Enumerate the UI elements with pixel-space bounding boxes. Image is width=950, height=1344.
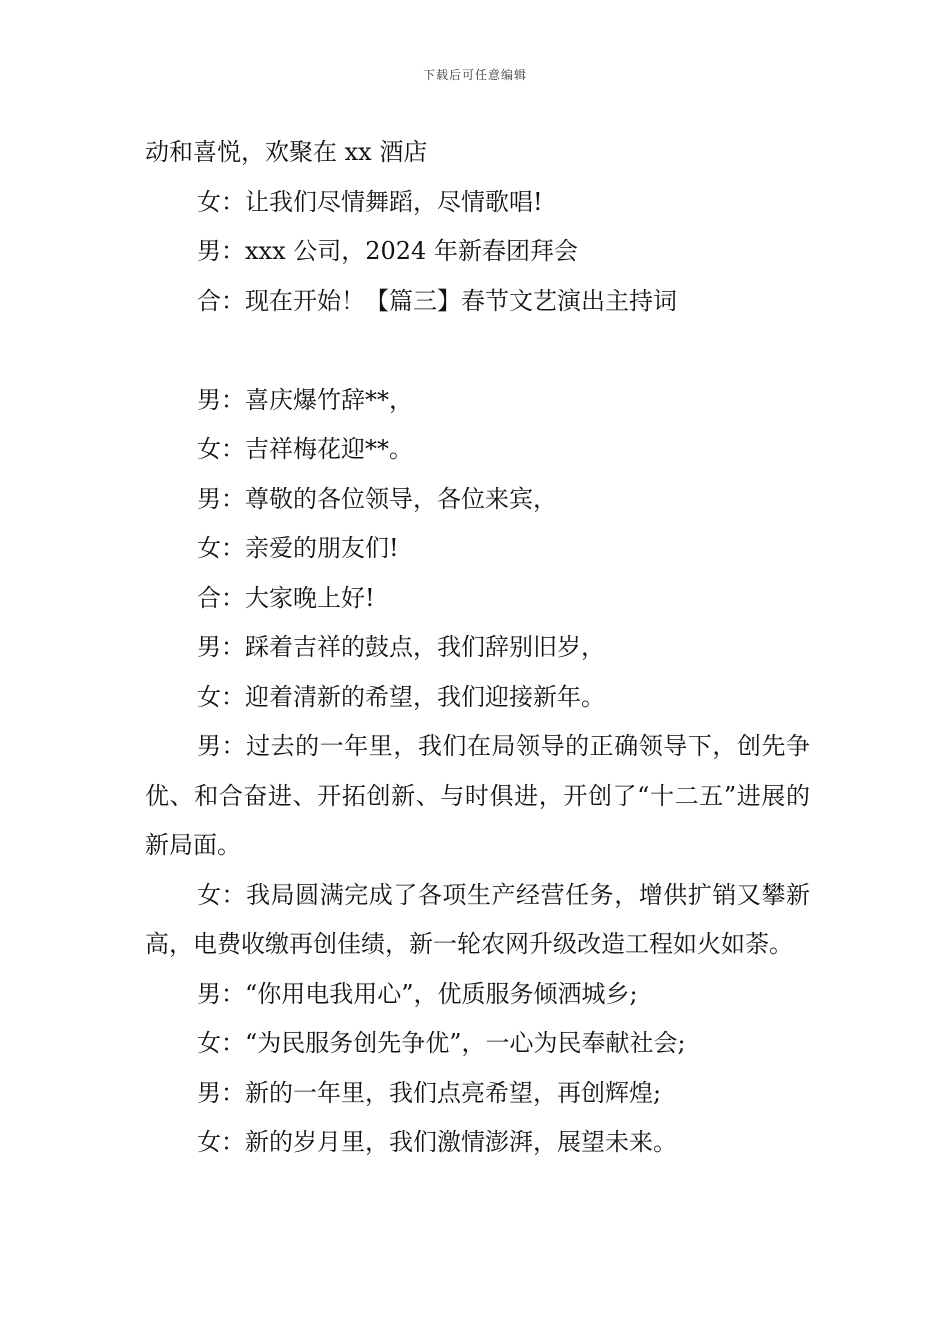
paragraph-line: 女：让我们尽情舞蹈，尽情歌唱! bbox=[197, 187, 543, 216]
paragraph-line: 男：过去的一年里，我们在局领导的正确领导下，创先争优、和合奋进、开拓创新、与时俱进，开创了“十二五”进展的新局面。 bbox=[145, 732, 810, 859]
paragraph-line: 女：亲爱的朋友们! bbox=[197, 534, 399, 562]
paragraph-line: 男：喜庆爆竹辞**， bbox=[197, 385, 413, 414]
paragraph-line: 男：踩着吉祥的鼓点，我们辞别旧岁， bbox=[197, 633, 605, 661]
paragraph-line: 女：“为民服务创先争优”，一心为民奉献社会; bbox=[197, 1029, 686, 1057]
paragraph-continuation: 动和喜悦，欢聚在 xx 酒店 bbox=[145, 138, 428, 166]
paragraph-line: 女：迎着清新的希望，我们迎接新年。 bbox=[197, 682, 605, 711]
paragraph-line: 女：我局圆满完成了各项生产经营任务，增供扩销又攀新高，电费收缴再创佳绩，新一轮农网升级改造工程如火如荼。 bbox=[145, 880, 810, 958]
paragraph-line: 男：xxx 公司，2024 年新春团拜会 bbox=[197, 237, 578, 265]
paragraph-line: 女：新的岁月里，我们激情澎湃，展望未来。 bbox=[197, 1128, 677, 1156]
paragraph-line: 女：吉祥梅花迎**。 bbox=[197, 435, 413, 463]
paragraph-line: 男：“你用电我用心”，优质服务倾洒城乡; bbox=[197, 979, 638, 1008]
page-header-note: 下载后可任意编辑 bbox=[422, 68, 527, 82]
document-body bbox=[145, 128, 810, 1168]
paragraph-line: 合：现在开始！【篇三】春节文艺演出主持词 bbox=[197, 286, 677, 315]
paragraph-line: 合：大家晚上好! bbox=[197, 583, 375, 612]
paragraph-line: 男：尊敬的各位领导，各位来宾， bbox=[197, 484, 557, 513]
blank-line bbox=[145, 326, 810, 376]
paragraph-line: 男：新的一年里，我们点亮希望，再创辉煌; bbox=[197, 1078, 662, 1107]
